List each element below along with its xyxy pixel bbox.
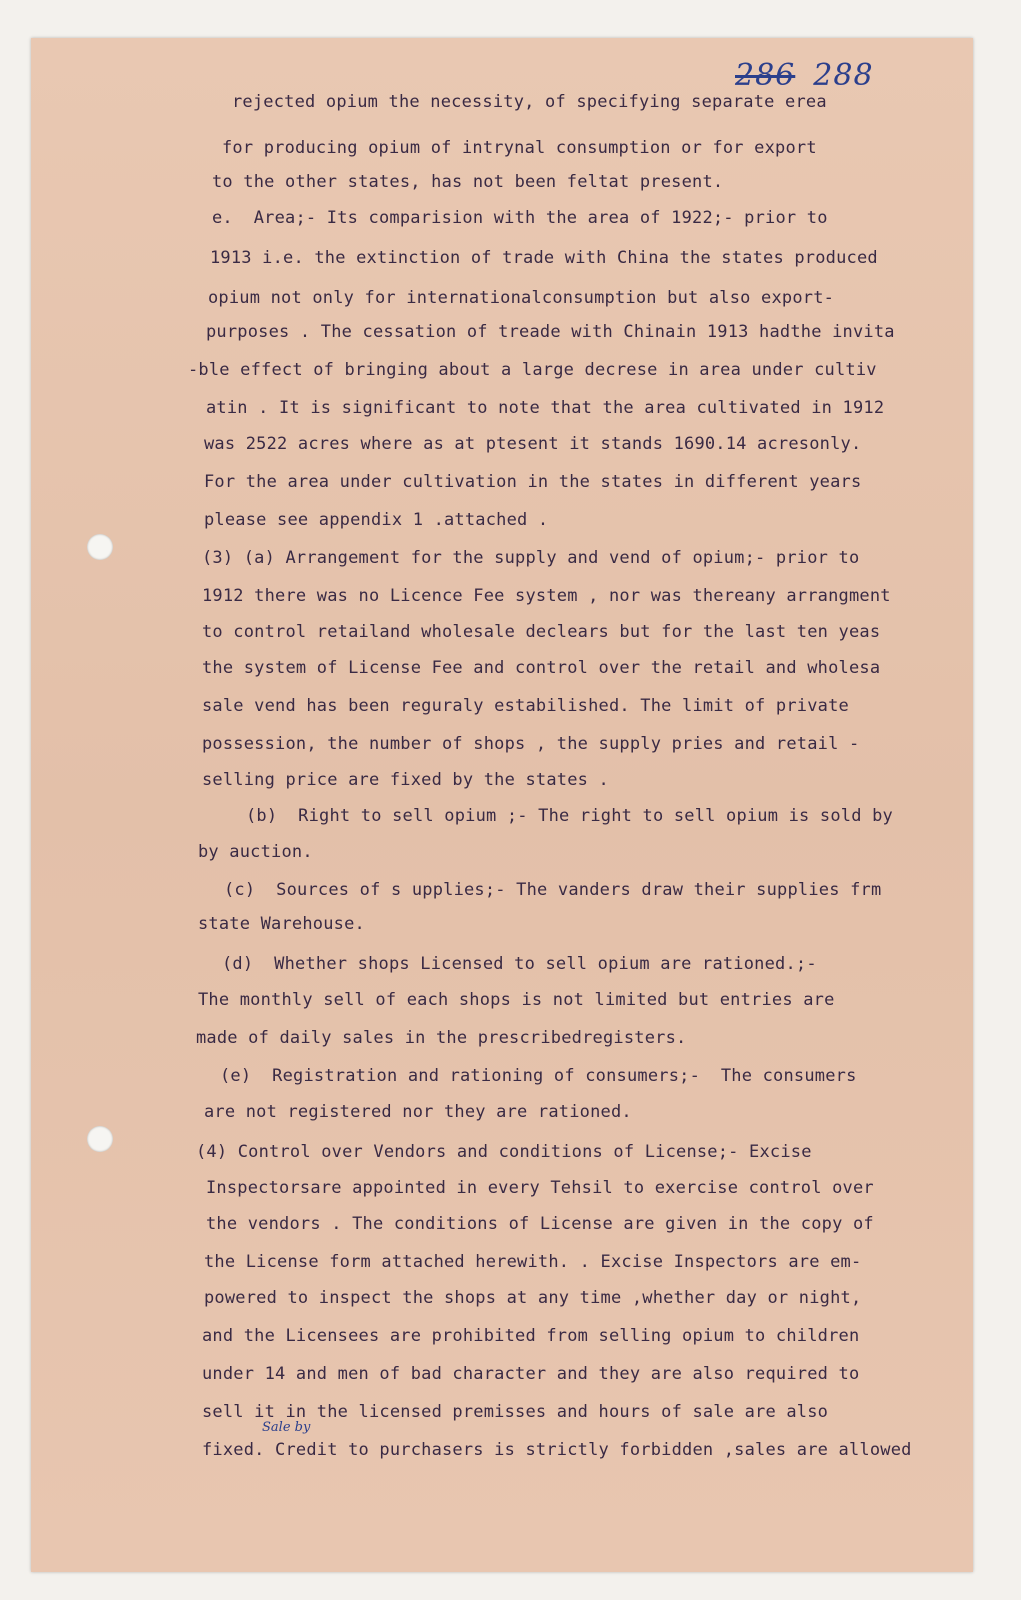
text-line: to the other states, has not been feltat present. <box>212 172 724 192</box>
text-line: the system of License Fee and control over the retail and wholesa <box>202 658 881 678</box>
text-line: opium not only for internationalconsumption but also export- <box>208 288 835 308</box>
text-line: under 14 and men of bad character and they are also required to <box>202 1364 860 1384</box>
text-line: made of daily sales in the prescribedregisters. <box>196 1028 687 1048</box>
text-line: state Warehouse. <box>198 914 365 934</box>
text-line: For the area under cultivation in the states in different years <box>204 472 862 492</box>
text-line: the vendors . The conditions of License are given in the copy of <box>206 1214 874 1234</box>
text-line: the License form attached herewith. . Excise Inspectors are em- <box>204 1252 862 1272</box>
handwritten-margin-note: Sale by <box>262 1420 311 1435</box>
text-line: The monthly sell of each shops is not limited but entries are <box>198 990 835 1010</box>
text-line: -ble effect of bringing about a large decrese in area under cultiv <box>188 360 877 380</box>
text-line: 1913 i.e. the extinction of trade with China the states produced <box>210 248 878 268</box>
text-line: Inspectorsare appointed in every Tehsil to exercise control over <box>206 1178 874 1198</box>
text-line: and the Licensees are prohibited from selling opium to children <box>202 1326 860 1346</box>
text-line: (c) Sources of s upplies;- The vanders draw their supplies frm <box>224 880 882 900</box>
text-line: selling price are fixed by the states . <box>202 770 609 790</box>
text-line: are not registered nor they are rationed. <box>204 1102 632 1122</box>
text-line: (3) (a) Arrangement for the supply and vend of opium;- prior to <box>202 548 860 568</box>
text-line: (4) Control over Vendors and conditions of License;- Excise <box>196 1142 812 1162</box>
struck-page-number: 286 <box>735 58 796 93</box>
text-line: (e) Registration and rationing of consumers;- The consumers <box>220 1066 857 1086</box>
text-line: possession, the number of shops , the supply pries and retail - <box>202 734 860 754</box>
punch-hole <box>87 1126 113 1152</box>
text-line: (d) Whether shops Licensed to sell opium are rationed.;- <box>222 954 817 974</box>
current-page-number: 288 <box>813 58 874 93</box>
text-line: (b) Right to sell opium ;- The right to sell opium is sold by <box>246 806 893 826</box>
text-line: to control retailand wholesale declears but for the last ten yeas <box>202 622 881 642</box>
text-line: e. Area;- Its comparision with the area of 1922;- prior to <box>212 208 828 228</box>
text-line: 1912 there was no Licence Fee system , nor was thereany arrangment <box>202 586 891 606</box>
text-line: powered to inspect the shops at any time ,whether day or night, <box>204 1288 862 1308</box>
text-line: was 2522 acres where as at ptesent it stands 1690.14 acresonly. <box>204 434 862 454</box>
text-line: please see appendix 1 .attached . <box>204 510 549 530</box>
text-line: rejected opium the necessity, of specifying separate erea <box>232 92 827 112</box>
text-line: for producing opium of intrynal consumption or for export <box>222 138 817 158</box>
text-line: atin . It is significant to note that the area cultivated in 1912 <box>206 398 885 418</box>
text-line: sale vend has been reguraly estabilished. The limit of private <box>202 696 849 716</box>
text-line: by auction. <box>198 842 313 862</box>
text-line: fixed. Credit to purchasers is strictly forbidden ,sales are allowed <box>202 1440 912 1460</box>
text-line: purposes . The cessation of treade with Chinain 1913 hadthe invita <box>206 322 895 342</box>
page-number <box>735 58 874 93</box>
punch-hole <box>87 534 113 560</box>
text-line: sell it in the licensed premisses and hours of sale are also <box>202 1402 829 1422</box>
